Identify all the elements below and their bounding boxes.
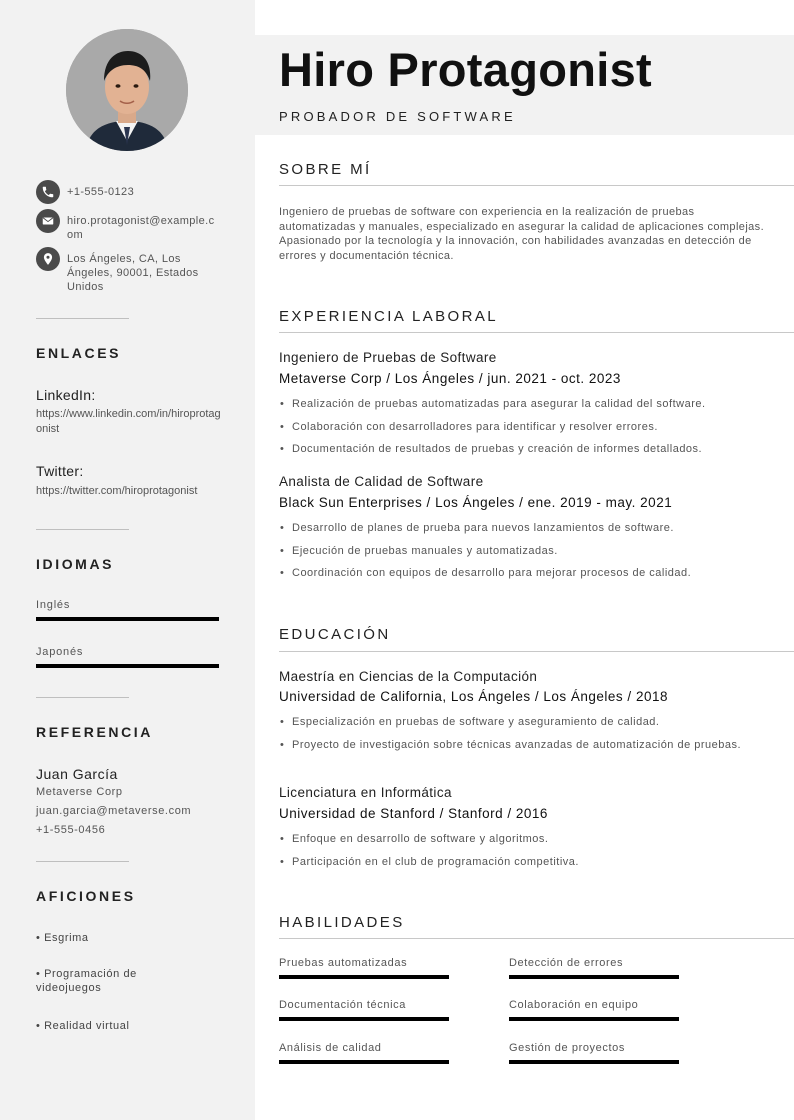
job-bullets [279,521,774,589]
linkedin-link[interactable]: https://www.linkedin.com/in/hiroprotagonist [36,408,221,435]
contact-email [36,209,217,242]
divider [36,697,129,698]
job-bullets [279,397,774,465]
divider [36,861,129,862]
skill-name: Gestión de proyectos [509,1042,625,1054]
skills-heading: HABILIDADES [279,914,405,931]
about-heading: SOBRE MÍ [279,161,372,178]
skill-bar [509,975,679,979]
links-heading: ENLACES [36,345,122,361]
full-name: Hiro Protagonist [279,43,652,96]
degree-title: Maestría en Ciencias de la Computación [279,669,538,684]
skill-bar [509,1017,679,1021]
list-item: • Coordinación con equipos de desarrollo para mejorar procesos de calidad. [279,566,774,581]
language-english-bar [36,617,219,621]
contact-address [36,247,217,294]
job-organization: Metaverse Corp / Los Ángeles / jun. 2021 - oct. 2023 [279,371,621,386]
section-rule [279,938,794,939]
divider [36,529,129,530]
linkedin-label: LinkedIn: [36,387,96,403]
profile-photo [66,29,188,151]
list-item: • Enfoque en desarrollo de software y algoritmos. [279,832,774,847]
reference-email: juan.garcia@metaverse.com [36,805,192,817]
avatar [66,29,188,151]
reference-heading: REFERENCIA [36,724,154,740]
list-item: • Realización de pruebas automatizadas para asegurar la calidad del software. [279,397,774,412]
skill-name: Documentación técnica [279,999,406,1011]
section-rule [279,651,794,652]
skill-name: Colaboración en equipo [509,999,639,1011]
language-japanese-bar [36,664,219,668]
language-english: Inglés [36,599,71,611]
school-line: Universidad de California, Los Ángeles / Los Ángeles / 2018 [279,689,668,704]
divider [36,318,129,319]
email-text: hiro.protagonist@example.com [67,215,215,241]
list-item: • Colaboración con desarrolladores para identificar y resolver errores. [279,420,774,435]
location-pin-icon [36,247,60,271]
sidebar [0,0,255,1120]
hobby-item: • Realidad virtual [36,1020,130,1032]
skill-bar [279,975,449,979]
education-heading: EDUCACIÓN [279,626,391,643]
skill-name: Pruebas automatizadas [279,957,408,969]
envelope-icon [36,209,60,233]
reference-name: Juan García [36,766,118,782]
list-item: • Proyecto de investigación sobre técnicas avanzadas de automatización de pruebas. [279,738,774,753]
phone-icon [36,180,60,204]
hobbies-heading: AFICIONES [36,888,136,904]
list-item: • Especialización en pruebas de software y aseguramiento de calidad. [279,715,774,730]
section-rule [279,332,794,333]
skill-name: Análisis de calidad [279,1042,382,1054]
list-item: • Desarrollo de planes de prueba para nuevos lanzamientos de software. [279,521,774,536]
address-text: Los Ángeles, CA, Los Ángeles, 90001, Estados Unidos [67,253,199,293]
list-item: • Ejecución de pruebas manuales y automatizadas. [279,544,774,559]
reference-company: Metaverse Corp [36,786,123,798]
hobby-item: • Esgrima [36,932,89,944]
job-title: Ingeniero de Pruebas de Software [279,350,497,365]
reference-phone: +1-555-0456 [36,824,106,836]
skill-bar [279,1017,449,1021]
skill-name: Detección de errores [509,957,624,969]
skill-bar [509,1060,679,1064]
school-line: Universidad de Stanford / Stanford / 2016 [279,806,548,821]
languages-heading: IDIOMAS [36,556,115,572]
job-title: Analista de Calidad de Software [279,474,484,489]
experience-heading: EXPERIENCIA LABORAL [279,308,499,325]
job-role: PROBADOR DE SOFTWARE [279,109,516,124]
phone-text: +1-555-0123 [67,186,135,198]
list-item: • Participación en el club de programación competitiva. [279,855,774,870]
skill-bar [279,1060,449,1064]
job-organization: Black Sun Enterprises / Los Ángeles / ene. 2019 - may. 2021 [279,495,673,510]
education-bullets [279,715,774,760]
about-text: Ingeniero de pruebas de software con experiencia en la realización de pruebas automatizadas y manuales, especializado en asegurar la calidad de aplicaciones complejas. Apasionado por la tecnología y la innovación, con habilidades avanzadas en detección de errores y documentación técnica. [279,206,765,262]
twitter-label: Twitter: [36,463,84,479]
list-item: • Documentación de resultados de pruebas y creación de informes detallados. [279,442,774,457]
twitter-link[interactable]: https://twitter.com/hiroprotagonist [36,485,198,497]
section-rule [279,185,794,186]
language-japanese: Japonés [36,646,84,658]
hobby-item: • Programación de videojuegos [36,968,137,994]
education-bullets [279,832,774,877]
contact-phone [36,180,217,204]
degree-title: Licenciatura en Informática [279,785,452,800]
